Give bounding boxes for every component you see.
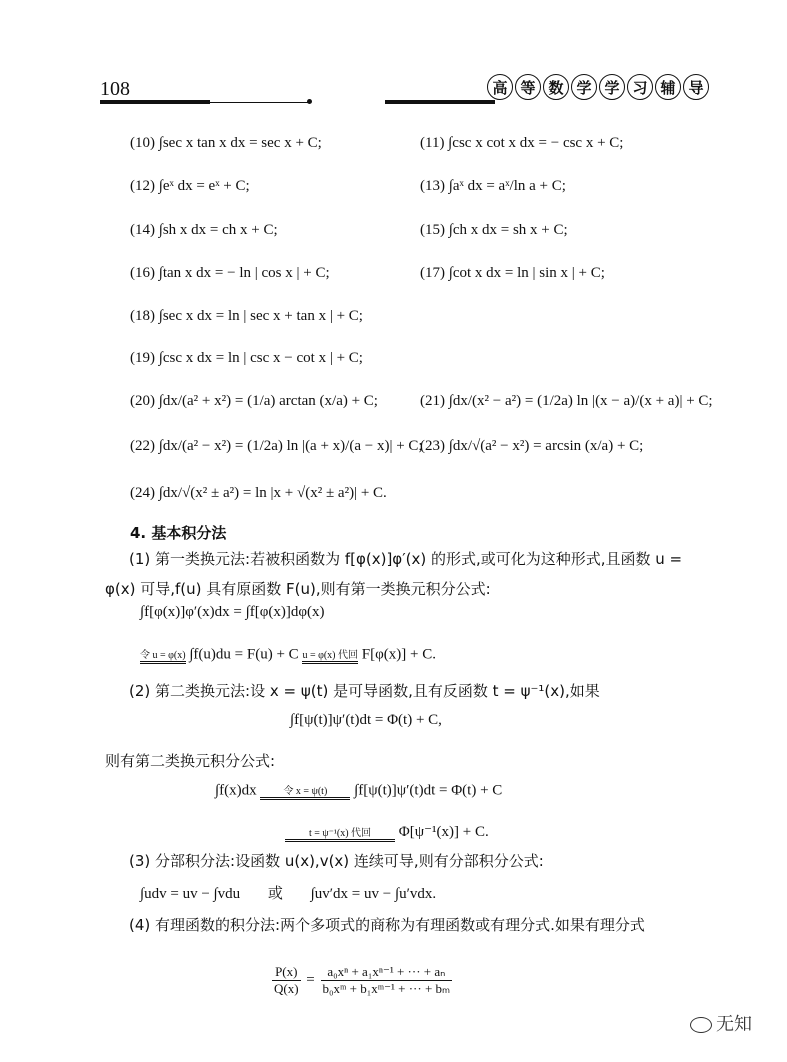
page-header	[100, 70, 704, 110]
formula-18: (18) ∫sec x dx = ln | sec x + tan x | + C;	[130, 308, 363, 324]
watermark-text: 无知	[716, 1014, 752, 1035]
paragraph-second-substitution: (2) 第二类换元法:设 x = ψ(t) 是可导函数,且有反函数 t = ψ⁻¹(x),如果	[129, 682, 600, 700]
numerator-left: P(x)	[272, 964, 301, 981]
paragraph-integration-by-parts: (3) 分部积分法:设函数 u(x),v(x) 连续可导,则有分部积分公式:	[129, 852, 544, 870]
equation-part: F[φ(x)] + C.	[361, 646, 436, 663]
equation-rational-function	[270, 964, 454, 997]
formula-11: (11) ∫csc x cot x dx = − csc x + C;	[420, 135, 624, 151]
book-title-char: 习	[627, 74, 653, 100]
substitution-label: u = φ(x) 代回	[302, 646, 358, 664]
formula-13: (13) ∫aˣ dx = aˣ/ln a + C;	[420, 178, 566, 194]
formula-20: (20) ∫dx/(a² + x²) = (1/a) arctan (x/a) + C;	[130, 393, 378, 409]
header-rule-thin	[210, 102, 310, 103]
formula-19: (19) ∫csc x dx = ln | csc x − cot x | + C;	[130, 350, 363, 366]
numerator-right: a₀xⁿ + a₁xⁿ⁻¹ + ··· + aₙ	[321, 964, 453, 981]
fraction-left	[272, 964, 301, 997]
formula-17: (17) ∫cot x dx = ln | sin x | + C;	[420, 265, 605, 281]
equation-first-substitution-2	[140, 646, 436, 664]
section-title: 4. 基本积分法	[130, 524, 227, 542]
formula-14: (14) ∫sh x dx = ch x + C;	[130, 222, 278, 238]
chat-bubble-icon	[690, 1017, 712, 1033]
equation-part: ∫uv′dx = uv − ∫u′vdx.	[310, 886, 437, 902]
book-title-char: 高	[487, 74, 513, 100]
paragraph-rational-functions: (4) 有理函数的积分法:两个多项式的商称为有理函数或有理分式.如果有理分式	[129, 916, 645, 934]
equation-first-substitution-1: ∫f[φ(x)]φ′(x)dx = ∫f[φ(x)]dφ(x)	[140, 604, 325, 620]
equation-part: ∫f(x)dx	[215, 782, 257, 799]
book-title	[487, 74, 709, 100]
equation-second-substitution-3	[285, 822, 489, 842]
paragraph-first-substitution: (1) 第一类换元法:若被积函数为 f[φ(x)]φ′(x) 的形式,或可化为这种形式,且函数 u = φ(x) 可导,f(u) 具有原函数 F(u),则有第一类换元积分公式:	[105, 550, 683, 598]
book-title-char: 数	[543, 74, 569, 100]
substitution-label: 令 x = ψ(t)	[260, 782, 350, 800]
equation-second-substitution-2	[215, 782, 502, 800]
denominator-right: b₀xᵐ + b₁xᵐ⁻¹ + ··· + bₘ	[322, 981, 451, 996]
header-rule-dot	[307, 99, 312, 104]
substitution-label: t = ψ⁻¹(x) 代回	[285, 824, 395, 842]
equation-part: ∫udv = uv − ∫vdu	[140, 886, 241, 902]
formula-15: (15) ∫ch x dx = sh x + C;	[420, 222, 568, 238]
equation-part: Φ[ψ⁻¹(x)] + C.	[398, 824, 489, 840]
paragraph-second-substitution-text: 则有第二类换元积分公式:	[105, 752, 276, 770]
formula-24: (24) ∫dx/√(x² ± a²) = ln |x + √(x² ± a²)| + C.	[130, 485, 387, 501]
denominator-left: Q(x)	[274, 981, 299, 996]
book-title-char: 学	[571, 74, 597, 100]
header-rule-left	[100, 100, 210, 104]
formula-10: (10) ∫sec x tan x dx = sec x + C;	[130, 135, 322, 151]
formula-23: (23) ∫dx/√(a² − x²) = arcsin (x/a) + C;	[420, 438, 644, 454]
equation-integration-by-parts	[140, 882, 436, 903]
equation-part: ∫f[ψ(t)]ψ′(t)dt = Φ(t) + C	[354, 782, 503, 799]
book-title-char: 辅	[655, 74, 681, 100]
equals-sign: =	[306, 972, 315, 988]
header-rule-right	[385, 100, 495, 104]
book-title-char: 学	[599, 74, 625, 100]
formula-22: (22) ∫dx/(a² − x²) = (1/2a) ln |(a + x)/(a − x)| + C;	[130, 438, 423, 454]
substitution-label: 令 u = φ(x)	[140, 646, 186, 664]
book-title-char: 等	[515, 74, 541, 100]
equation-second-substitution-1: ∫f[ψ(t)]ψ′(t)dt = Φ(t) + C,	[290, 712, 442, 728]
formula-21: (21) ∫dx/(x² − a²) = (1/2a) ln |(x − a)/(x + a)| + C;	[420, 393, 713, 409]
fraction-right	[321, 964, 453, 997]
page-number: 108	[100, 78, 130, 100]
formula-16: (16) ∫tan x dx = − ln | cos x | + C;	[130, 265, 330, 281]
watermark	[690, 1010, 752, 1036]
book-title-char: 导	[683, 74, 709, 100]
or-word: 或	[267, 884, 283, 902]
equation-part: ∫f(u)du = F(u) + C	[189, 646, 299, 663]
formula-12: (12) ∫eˣ dx = eˣ + C;	[130, 178, 250, 194]
